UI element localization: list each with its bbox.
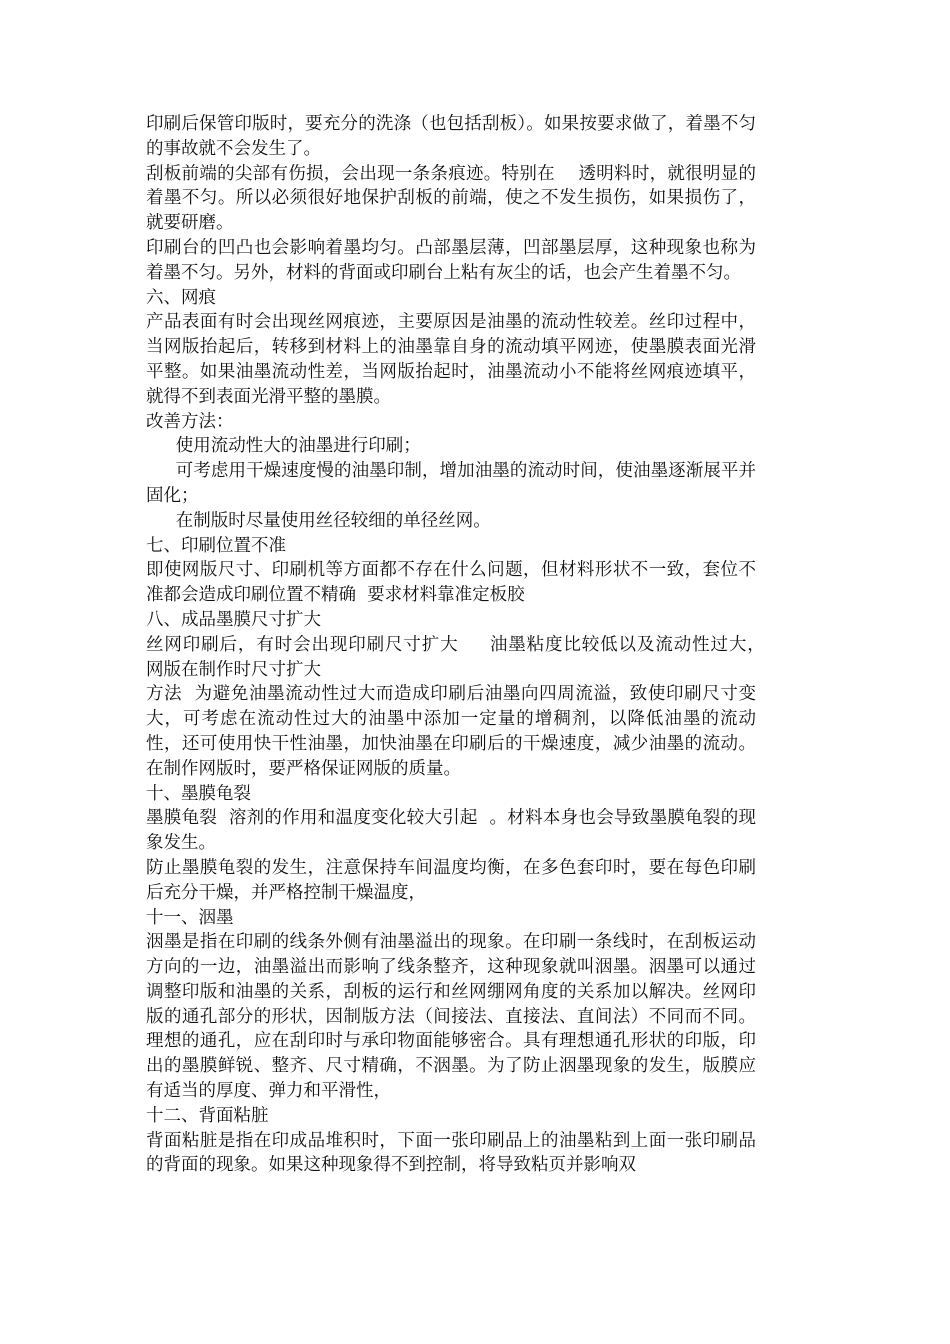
paragraph-set-off: 背面粘脏是指在印成品堆积时，下面一张印刷品上的油墨粘到上面一张印刷品的背面的现象。如果这种现象得不到控制，将导致粘页并影响双 xyxy=(146,1130,756,1176)
paragraph-squeegee-damage: 刮板前端的尖部有伤损，会出现一条条痕迹。特别在 透明料时，就很明显的着墨不匀。所以必须很好地保护刮板的前端，使之不发生损伤，如果损伤了，就要研磨。 xyxy=(146,163,756,234)
section-heading-size-expansion: 八、成品墨膜尺寸扩大 xyxy=(146,609,321,630)
paragraph-ink-bleeding: 洇墨是指在印刷的线条外侧有油墨溢出的现象。在印刷一条线时，在刮板运动方向的一边，油墨溢出而影响了线条整齐，这种现象就叫洇墨。洇墨可以通过调整印版和油墨的关系，刮板的运行和丝网绷网角度的关系加以解决。丝网印版的通孔部分的形状，因制版方法（间接法、直接法、直间法）不同而不同。理想的通孔，应在刮印时与承印物面能够密合。具有理想通孔形状的印版，印出的墨膜鲜锐、整齐、尺寸精确，不洇墨。为了防止洇墨现象的发生，版膜应有适当的厚度、弹力和平滑性， xyxy=(146,932,756,1102)
paragraph-size-expansion-causes: 丝网印刷后，有时会出现印刷尺寸扩大 油墨粘度比较低以及流动性过大， 网版在制作时尺寸扩大 xyxy=(146,634,780,680)
section-heading-print-position: 七、印刷位置不准 xyxy=(146,535,286,556)
section-heading-mesh-marks: 六、网痕 xyxy=(146,287,216,308)
list-item-method-1: 使用流动性大的油墨进行印刷； xyxy=(175,436,421,457)
paragraph-film-cracking-cause: 墨膜龟裂 溶剂的作用和温度变化较大引起 。材料本身也会导致墨膜龟裂的现象发生。 xyxy=(146,808,756,854)
paragraph-print-position: 即使网版尺寸、印刷机等方面都不存在什么问题，但材料形状不一致，套位不准都会造成印刷位置不精确 要求材料靠准定板胶 xyxy=(146,560,756,606)
paragraph-size-expansion-method: 方法 为避免油墨流动性过大而造成印刷后油墨向四周流溢，致使印刷尺寸变大，可考虑在流动性过大的油墨中添加一定量的增稠剂，以降低油墨的流动性，还可使用快干性油墨，加快油墨在印刷后的干燥速度，减少油墨的流动。在制作网版时，要严格保证网版的质量。 xyxy=(146,684,756,779)
paragraph-plate-cleaning: 印刷后保管印版时，要充分的洗涤（也包括刮板）。如果按要求做了，着墨不匀的事故就不会发生了。 xyxy=(146,114,756,159)
subheading-improvement-methods: 改善方法： xyxy=(146,411,234,432)
document-body xyxy=(146,112,780,1178)
section-heading-ink-bleeding: 十一、洇墨 xyxy=(146,907,234,928)
section-heading-set-off: 十二、背面粘脏 xyxy=(146,1105,269,1126)
section-heading-film-cracking: 十、墨膜龟裂 xyxy=(146,783,251,804)
paragraph-mesh-marks-cause: 产品表面有时会出现丝网痕迹，主要原因是油墨的流动性较差。丝印过程中，当网版抬起后，转移到材料上的油墨靠自身的流动填平网迹，使墨膜表面光滑平整。如果油墨流动性差，当网版抬起时，油墨流动小不能将丝网痕迹填平，就得不到表面光滑平整的墨膜。 xyxy=(146,312,756,407)
paragraph-film-cracking-prevention: 防止墨膜龟裂的发生，注意保持车间温度均衡，在多色套印时，要在每色印刷后充分干燥，并严格控制干燥温度， xyxy=(146,857,756,903)
paragraph-print-table-unevenness: 印刷台的凹凸也会影响着墨均匀。凸部墨层薄，凹部墨层厚，这种现象也称为着墨不匀。另外，材料的背面或印刷台上粘有灰尘的话，也会产生着墨不匀。 xyxy=(146,237,756,283)
list-item-method-2: 可考虑用干燥速度慢的油墨印制，增加油墨的流动时间，使油墨逐渐展平并固化； xyxy=(146,461,756,506)
list-item-method-3: 在制版时尽量使用丝径较细的单径丝网。 xyxy=(175,510,491,531)
